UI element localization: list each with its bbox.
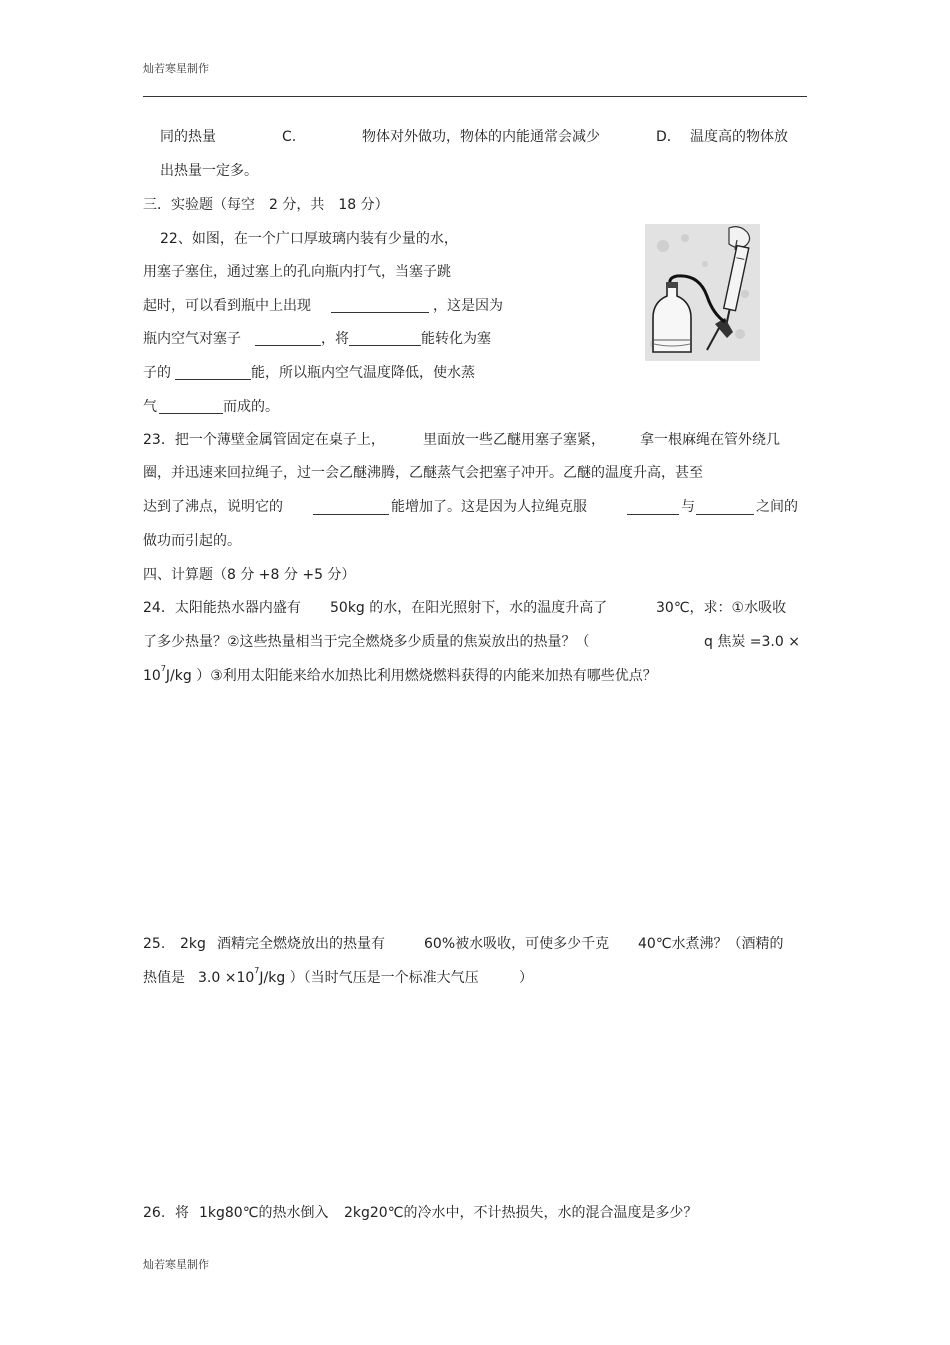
q21-text-cont: 出热量一定多。 — [160, 163, 258, 179]
q26-line1-c: 1kg80℃的热水倒入 — [199, 1205, 329, 1221]
q23-blank-3 — [696, 500, 754, 515]
q22-line1: 22、如图，在一个广口厚玻璃内装有少量的水， — [160, 231, 458, 247]
q23-line3-c: 与 — [681, 499, 695, 515]
q21-option-d-text: 温度高的物体放 — [690, 129, 788, 145]
q26-line1-b: 将 — [175, 1205, 189, 1221]
q25-line2-b: $3.0 \times 10^7J/kg$ ）（当时气压是一个标准大气压 — [198, 966, 479, 986]
q22-blank-5 — [159, 399, 223, 414]
q21-option-c-label: C. — [282, 129, 297, 145]
q22-line3: 起时，可以看到瓶中上出现 ，这是因为 — [143, 298, 503, 314]
q26-number: 26. — [143, 1205, 166, 1221]
page-footer: 灿若寒星制作 — [143, 1258, 209, 1271]
q22-blank-2 — [255, 331, 321, 346]
bottle-pump-icon — [645, 224, 760, 361]
q24-line3: $10^7J/kg$ ）③利用太阳能来给水加热比利用燃烧燃料获得的内能来加热有哪些优点？ — [143, 664, 657, 684]
q23-line3-a: 达到了沸点，说明它的 — [143, 499, 283, 515]
q25-line1-e: 40℃水煮沸？（酒精的 — [638, 936, 784, 952]
q22-line4: 瓶内空气对塞子 ，将 能转化为塞 — [143, 331, 491, 347]
section-3-title: 三．实验题（每空 2 分，共 18 分） — [143, 197, 389, 213]
q22-blank-1 — [331, 298, 429, 313]
q21-option-d-label: D． — [656, 129, 681, 145]
q24-line2-b: q 焦炭 =3.0 × — [704, 634, 800, 650]
q25-line1-c: 酒精完全燃烧放出的热量有 — [217, 936, 385, 952]
q25-line2-d: ） — [519, 970, 533, 986]
q23-line1-b: 里面放一些乙醚用塞子塞紧， — [423, 432, 605, 448]
q23-line4: 做功而引起的。 — [143, 533, 241, 549]
page-header: 灿若寒星制作 — [143, 62, 209, 75]
q24-line1-a: 24．太阳能热水器内盛有 — [143, 600, 301, 616]
q25-number: 25. — [143, 936, 166, 952]
q25-line2-a: 热值是 — [143, 970, 185, 986]
q25-line1-b: 2kg — [180, 936, 206, 952]
q25-line1-d: 60%被水吸收，可使多少千克 — [424, 936, 610, 952]
q24-line1-c: 30℃，求：①水吸收 — [656, 600, 787, 616]
q24-line2-a: 了多少热量？②这些热量相当于完全燃烧多少质量的焦炭放出的热量？（ — [143, 634, 590, 650]
q22-blank-4 — [175, 365, 251, 380]
q22-line6: 气 而成的。 — [143, 399, 279, 415]
header-rule — [143, 96, 807, 97]
section-4-title: 四、计算题（8 分 +8 分 +5 分） — [143, 567, 356, 583]
q22-blank-3 — [349, 331, 421, 346]
q23-line2: 圈，并迅速来回拉绳子，过一会乙醚沸腾，乙醚蒸气会把塞子冲开。乙醚的温度升高，甚至 — [143, 465, 703, 481]
q26-line1-d: 2kg20℃的冷水中，不计热损失，水的混合温度是多少？ — [344, 1205, 698, 1221]
q21-text: 同的热量 — [160, 129, 216, 145]
q23-blank-2 — [627, 500, 679, 515]
q24-line1-b: 50kg 的水，在阳光照射下，水的温度升高了 — [330, 600, 608, 616]
q23-line3-b: 能增加了。这是因为人拉绳克服 — [391, 499, 587, 515]
q23-line3-d: 之间的 — [756, 499, 798, 515]
q23-line1-a: 23．把一个薄壁金属管固定在桌子上， — [143, 432, 385, 448]
q21-option-c-text: 物体对外做功，物体的内能通常会减少 — [362, 129, 600, 145]
q23-line1-c: 拿一根麻绳在管外绕几 — [640, 432, 780, 448]
q22-line5: 子的 能，所以瓶内空气温度降低，使水蒸 — [143, 365, 475, 381]
q23-blank-1 — [313, 500, 389, 515]
q22-line2: 用塞子塞住，通过塞上的孔向瓶内打气，当塞子跳 — [143, 264, 451, 280]
bottle-pump-illustration — [645, 224, 760, 361]
